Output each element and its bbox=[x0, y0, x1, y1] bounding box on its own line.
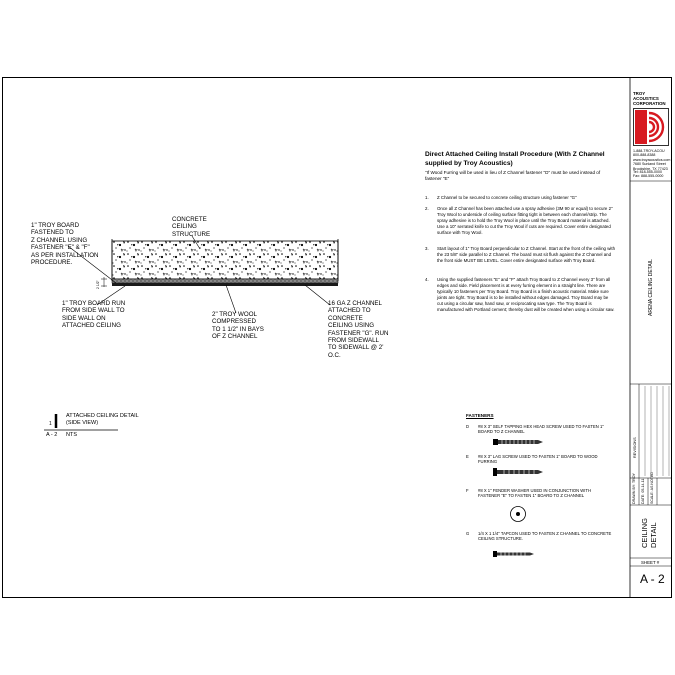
sheet-number-label: SHEET # bbox=[641, 560, 660, 565]
fastener-text: #8 X 3" SELF TAPPING HEX HEAD SCREW USED TO FASTEN 1" BOARD TO Z CHANNEL bbox=[478, 424, 604, 435]
step-text: Using the supplied fasteners "E" and "F" attach Troy Board to Z Channel every 3" from all edges and side. Field placement is at every furring element in a straight line. There are typically 10 fasteners per Troy Board. Troy Board is a finish acoustic material. Make sure joints are tight. Troy Board is to be installed without edges damaged. Troy Board may be cut using a circular saw, hand saw, or reciprocating saw type. The Troy Board is manufactured with Portland cement; thereby dust will be created when using a circular saw. bbox=[437, 277, 615, 312]
step-number: 3. bbox=[425, 246, 429, 251]
callout-board-run: 1" TROY BOARD RUN FROM SIDE WALL TO SIDE WALL ON ATTACHED CEILING bbox=[62, 300, 126, 330]
company-name: TROY ACOUSTICS CORPORATION bbox=[633, 91, 666, 106]
sheet-name: CEILING DETAIL bbox=[640, 517, 658, 548]
fastener-text: #8 X 3" LAG SCREW USED TO FASTEN 1" BOARD TO WOOD FURRING bbox=[478, 454, 598, 465]
company-phone: Tel: 818-555-0000 Fax: 888-555-0000 bbox=[633, 170, 664, 179]
drawing-scale: SCALE: AS NOTED bbox=[650, 472, 654, 504]
fastener-letter: D bbox=[466, 424, 470, 429]
detail-number: 1 bbox=[49, 421, 52, 427]
revisions-label: REVISIONS bbox=[633, 437, 637, 458]
detail-title: ATTACHED CEILING DETAIL (SIDE VIEW) bbox=[66, 413, 139, 426]
step-text: Start layout of 1" Troy Board perpendicular to Z Channel. Start at the front of the ceiling with the 23 5/8" side parallel to Z Channel. The board must sit flush against the Z Channel and the front side MUST BE LEVEL. Cover entire designated surface with Troy Board. bbox=[437, 246, 616, 263]
fastener-letter: F bbox=[466, 488, 469, 493]
fastener-letter: E bbox=[466, 454, 469, 459]
project-title: ARENA CEILING DETAIL bbox=[648, 259, 654, 316]
callout-concrete-ceiling: CONCRETE CEILING STRUCTURE bbox=[172, 216, 211, 238]
fasteners-title: FASTENERS bbox=[466, 413, 494, 418]
drawing-date: DATE: 05-14-11 bbox=[641, 478, 645, 504]
step-number: 1. bbox=[425, 195, 429, 200]
drawn-by: DRAWN BY: TROY bbox=[632, 473, 636, 504]
callout-board-fastened: 1" TROY BOARD FASTENED TO Z CHANNEL USING FASTENER "E" & "F" AS PER INSTALLATION PROCEDURE. bbox=[31, 222, 99, 267]
procedure-title: Direct Attached Ceiling Install Procedure (With Z Channel supplied by Troy Acoustics) bbox=[425, 151, 605, 167]
sheet-number: A - 2 bbox=[640, 572, 665, 586]
callout-z-channel: 16 GA Z CHANNEL ATTACHED TO CONCRETE CEILING USING FASTENER "G". RUN FROM SIDEWALL TO SIDEWALL @ 2' O.C. bbox=[328, 300, 389, 359]
detail-scale: NTS bbox=[66, 432, 77, 438]
callout-troy-wool: 2" TROY WOOL COMPRESSED TO 1 1/2" IN BAYS OF Z CHANNEL bbox=[212, 311, 264, 341]
company-contact: 1-888-TROY-ACOU 800-888-8388 www.troyacoustics.com 7680 Sunland Street Brookshire, TX 77423 bbox=[633, 149, 671, 171]
step-number: 4. bbox=[425, 277, 429, 282]
fastener-letter: G bbox=[466, 531, 470, 536]
fastener-text: 1/4 X 1 1/4" TAPCON USED TO FASTEN Z CHANNEL TO CONCRETE CEILING STRUCTURE. bbox=[478, 531, 612, 542]
dimension-label: 2 1/2" bbox=[96, 280, 100, 289]
troy-acoustics-logo bbox=[633, 108, 669, 146]
detail-sheet-ref: A - 2 bbox=[46, 432, 58, 438]
fastener-text: #8 X 1" FENDER WASHER USED IN CONJUNCTION WITH FASTENER "E" TO FASTEN 1" BOARD TO Z CHANNEL bbox=[478, 488, 592, 499]
step-text: Z Channel to be secured to concrete ceiling structure using fastener "G" bbox=[437, 195, 577, 200]
step-number: 2. bbox=[425, 206, 429, 211]
procedure-note: "If Wood Furring will be used in lieu of Z Channel fastener "D" must be used instead of fastener "E" bbox=[425, 170, 601, 181]
step-text: Once all Z Channel has been attached use a spray adhesive (3M 90 or equal) to secure 2" Troy Wool to underside of ceiling surface fitting tight in between each channel/strip. The spray adhesive is to hold the Troy Wool in place until the Troy Board material is attached. Use a 10" serrated knife to cut the Troy Wool if cuts are required. Cover entire designated surface with Troy Wool. bbox=[437, 206, 613, 235]
